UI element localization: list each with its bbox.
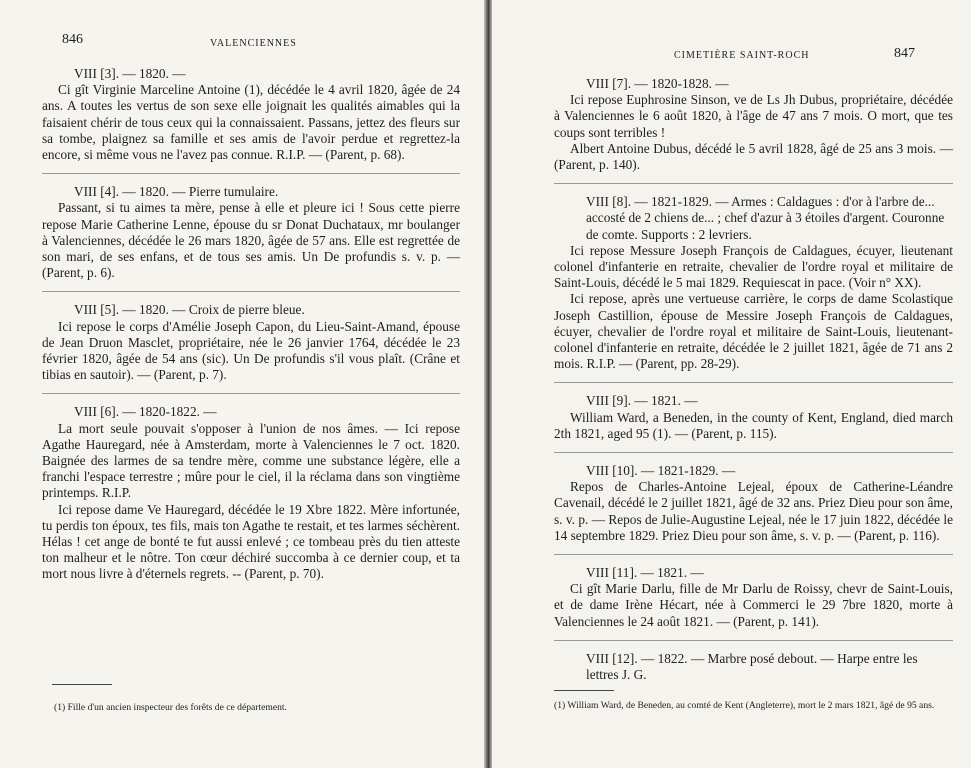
entry-text: Ici repose le corps d'Amélie Joseph Capon, du Lieu-Saint-Amand, épouse de Jean Druon Masclet, propriétaire, née le 26 janvier 1764, décédée le 23 février 1820, âgée de 54 ans (sic). Un De profundis s'il vous plaît. (Crâne et tibias en sautoir). — (Parent, p. 7).: [42, 318, 460, 383]
entry-separator: [554, 640, 953, 641]
entry-separator: [554, 183, 953, 184]
entry-heading: VIII [4]. — 1820. — Pierre tumulaire.: [74, 184, 279, 200]
entry-viii-12: [554, 651, 953, 683]
right-page: [492, 0, 971, 768]
entry-separator: [554, 452, 953, 453]
entry-text: Ci gît Marie Darlu, fille de Mr Darlu de Roissy, chevr de Saint-Louis, et de dame Irène Hécart, née à Commerci le 29 7bre 1820, morte à Valenciennes le 24 août 1821. — (Parent, p. 141).: [554, 581, 953, 629]
entry-text: Repos de Charles-Antoine Lejeal, époux de Catherine-Léandre Cavenail, décédé le 2 juillet 1821, âgé de 32 ans. Priez Dieu pour son âme, s. v. p. — Repos de Julie-Augustine Lejeal, née le 17 juin 1822, décédée le 14 septembre 1829. Priez Dieu pour son âme, s. v. p. — (Parent, p. 116).: [554, 479, 953, 543]
entry-viii-8: [554, 194, 953, 372]
entry-text: Ici repose, après une vertueuse carrière, le corps de dame Scolastique Joseph Castillion, épouse de Messire Joseph François de Caldagues, écuyer, chevalier de l'ordre royal et militaire de Saint-Louis, lieutenant-colonel d'infanterie en retraite, décédée le 2 juillet 1821, âgée de 71 ans 2 mois. R.I.P. — (Parent, pp. 28-29).: [554, 291, 953, 372]
right-entries: [554, 76, 953, 683]
entry-text: La mort seule pouvait s'opposer à l'union de nos âmes. — Ici repose Agathe Hauregard, née à Amsterdam, morte à Valenciennes le 7 oct. 1820. Baignée des larmes de sa tendre mère, comme une substance légère, elle a franchi l'espace terrestre ; mûre pour le ciel, il la réclama dans son vingtième printemps. R.I.P.: [42, 420, 460, 501]
entry-text: Ci gît Virginie Marceline Antoine (1), décédée le 4 avril 1820, âgée de 24 ans. A toutes les vertus de son sexe elle joignait les qualités aimables qui la faisaient chérir de tous ceux qui la connaissaient. Passans, jettez des fleurs sur sa tombe, plaignez sa famille et ses amis de l'avoir perdue et regrettez-la encore, si même vous ne l'avez pas connue. R.I.P. — (Parent, p. 68).: [42, 82, 460, 163]
left-footnote: (1) Fille d'un ancien inspecteur des forêts de ce département.: [54, 702, 287, 713]
book-gutter: [484, 0, 492, 768]
left-page: [0, 0, 484, 768]
entry-viii-6: [42, 404, 460, 582]
entry-heading: VIII [10]. — 1821-1829. —: [586, 463, 736, 479]
left-page-number: 846: [62, 32, 83, 47]
entry-separator: [554, 554, 953, 555]
entry-text: William Ward, a Beneden, in the county of Kent, England, died march 2th 1821, aged 95 (1). — (Parent, p. 115).: [554, 409, 953, 441]
entry-heading: VIII [7]. — 1820-1828. —: [586, 76, 729, 91]
entry-viii-4: [42, 184, 460, 281]
entry-separator: [42, 393, 460, 394]
entry-text: Ici repose Euphrosine Sinson, ve de Ls Jh Dubus, propriétaire, décédée à Valenciennes le 6 août 1820, à l'âge de 47 ans 7 mois. O mort, que tes coups sont terribles !: [554, 92, 953, 140]
entry-viii-3: [42, 66, 460, 163]
entry-heading: VIII [3]. — 1820. —: [74, 66, 186, 81]
entry-viii-11: [554, 565, 953, 630]
entry-viii-9: [554, 393, 953, 442]
entry-text: Ici repose dame Ve Hauregard, décédée le 19 Xbre 1822. Mère infortunée, tu perdis ton époux, tes fils, mais ton Agathe te restait, et tes larmes séchèrent. Hélas ! cet ange de bonté te fut aussi enlevé ; ce tombeau près du tien atteste ton malheur et le nôtre. Ton cœur déchiré succomba à ce dernier coup, et ta mort nous livre à d'éternels regrets. -- (Parent, p. 70).: [42, 501, 460, 582]
left-running-title: VALENCIENNES: [210, 38, 297, 49]
entry-heading: VIII [8]. — 1821-1829. — Armes : Caldagues : d'or à l'arbre de... accosté de 2 chiens de... ; chef d'azur à 3 étoiles d'argent. Couronne de comte. Supports : 2 levriers.: [586, 194, 945, 242]
entry-viii-10: [554, 463, 953, 544]
entry-heading: VIII [11]. — 1821. —: [586, 565, 704, 581]
entry-separator: [42, 173, 460, 174]
right-page-number: 847: [894, 46, 915, 61]
entry-heading: VIII [9]. — 1821. —: [586, 393, 698, 409]
entry-text: Ici repose Messure Joseph François de Caldagues, écuyer, lieutenant colonel d'infanterie en retraite, chevalier de l'ordre royal et militaire de Saint-Louis, décédé le 5 mai 1829. Requiescat in pace. (Voir n° XX).: [554, 242, 953, 291]
entry-text: Albert Antoine Dubus, décédé le 5 avril 1828, âgé de 25 ans 3 mois. — (Parent, p. 140).: [554, 140, 953, 173]
entry-separator: [554, 382, 953, 383]
entry-viii-7: [554, 76, 953, 173]
entry-viii-5: [42, 302, 460, 383]
entry-separator: [42, 291, 460, 292]
right-running-head: [554, 0, 953, 61]
entry-heading: VIII [6]. — 1820-1822. —: [74, 404, 217, 420]
footnote-rule: [554, 690, 614, 691]
entry-text: Passant, si tu aimes ta mère, pense à elle et pleure ici ! Sous cette pierre repose Marie Catherine Lenne, épouse du sr Donat Duchataux, mr boulanger à Valenciennes, décédée le 26 mars 1820, âgée de 57 ans. Elle est regrettée de son mari, de ses enfans, et de tous ses amis. Un De profundis s. v. p. — (Parent, p. 6).: [42, 200, 460, 281]
entry-heading: VIII [12]. — 1822. — Marbre posé debout. — Harpe entre les lettres J. G.: [586, 650, 918, 683]
right-footnote: (1) William Ward, de Beneden, au comté de Kent (Angleterre), mort le 2 mars 1821, âgé de 95 ans.: [554, 700, 935, 711]
left-running-head: [42, 0, 460, 49]
left-entries: [42, 66, 460, 583]
entry-heading: VIII [5]. — 1820. — Croix de pierre bleue.: [74, 302, 305, 318]
footnote-rule: [52, 684, 112, 685]
right-running-title: CIMETIÈRE SAINT-ROCH: [674, 50, 810, 61]
